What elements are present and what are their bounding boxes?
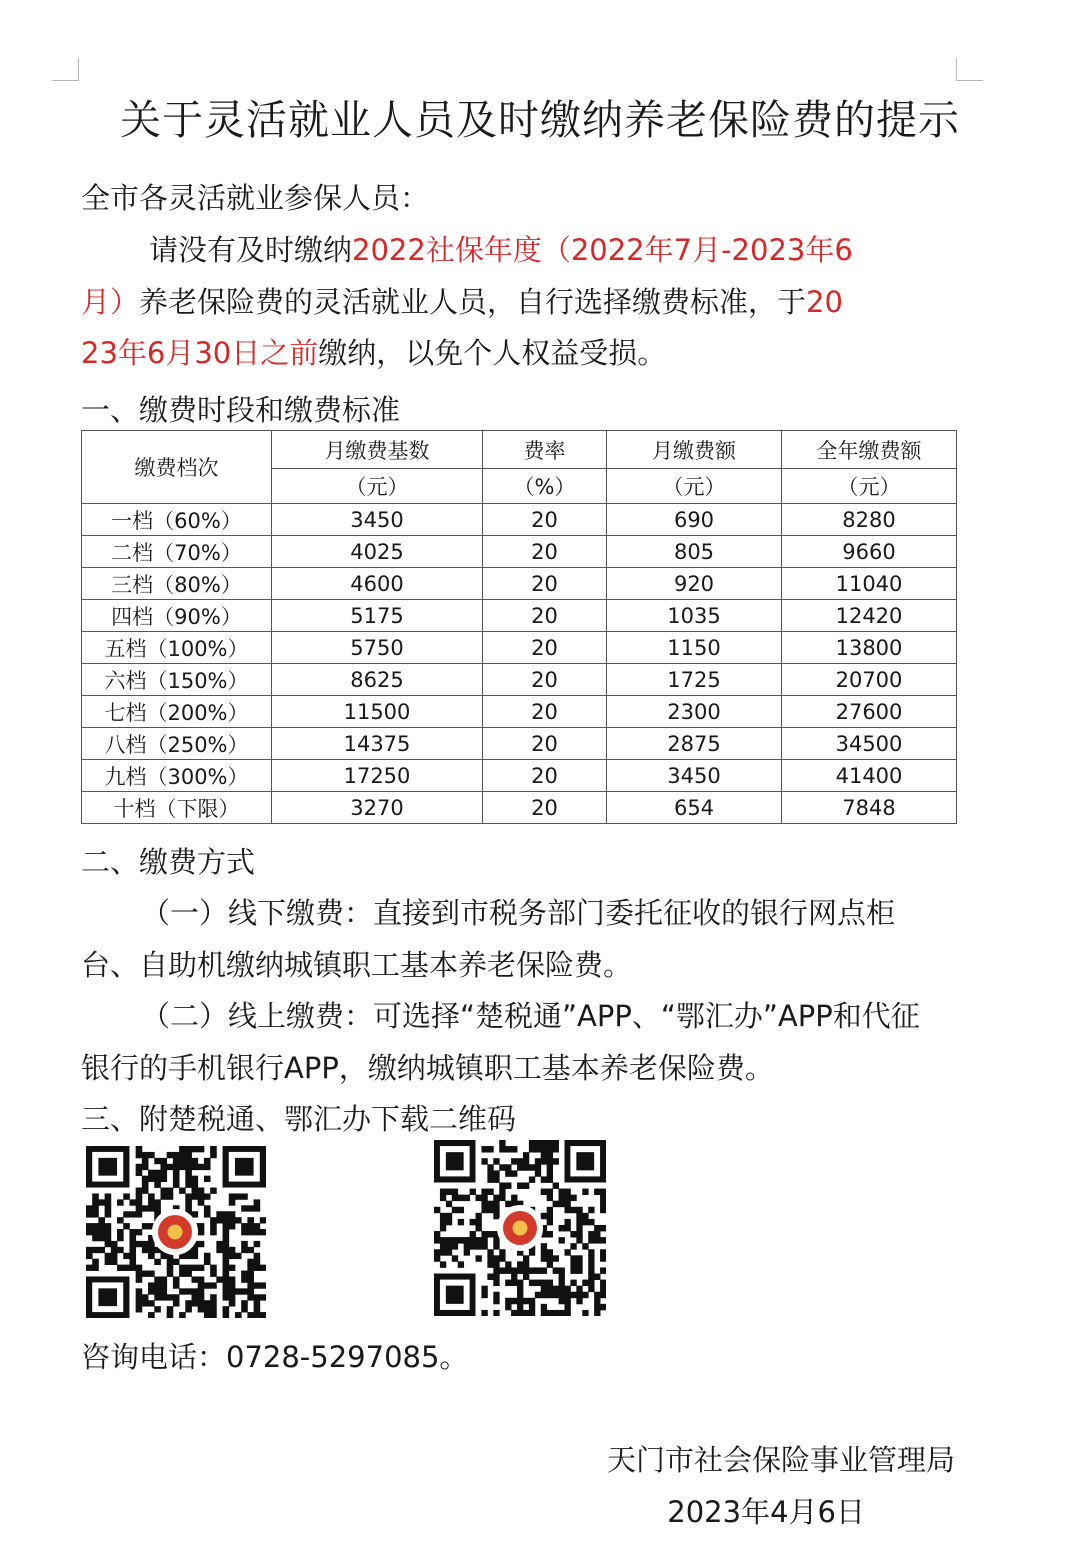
cell-tier: 五档（100%）: [82, 632, 272, 664]
cell-year: 13800: [782, 632, 957, 664]
cell-month: 1035: [607, 600, 782, 632]
unit-rate: （%）: [483, 469, 607, 504]
cell-tier: 三档（80%）: [82, 568, 272, 600]
cell-month: 2875: [607, 728, 782, 760]
salutation: 全市各灵活就业参保人员：: [81, 181, 430, 215]
intro-highlight: 月）: [81, 285, 140, 319]
cell-rate: 20: [483, 696, 607, 728]
cell-year: 27600: [782, 696, 957, 728]
cell-rate: 20: [483, 728, 607, 760]
cell-rate: 20: [483, 632, 607, 664]
cell-tier: 一档（60%）: [82, 504, 272, 536]
cell-base: 8625: [272, 664, 483, 696]
cell-month: 1150: [607, 632, 782, 664]
header-month: 月缴费额: [607, 431, 782, 469]
cell-year: 7848: [782, 792, 957, 824]
intro-line-1: [81, 230, 961, 270]
cell-base: 5175: [272, 600, 483, 632]
cell-year: 41400: [782, 760, 957, 792]
cell-tier: 十档（下限）: [82, 792, 272, 824]
table-row: [82, 792, 957, 824]
header-tier: 缴费档次: [82, 431, 272, 504]
cell-month: 920: [607, 568, 782, 600]
method-online-line-2: 银行的手机银行APP，缴纳城镇职工基本养老保险费。: [81, 1051, 774, 1085]
table-row: [82, 664, 957, 696]
consult-phone: 咨询电话：0728-5297085。: [81, 1340, 469, 1374]
cell-rate: 20: [483, 664, 607, 696]
section-heading-2: 二、缴费方式: [81, 845, 256, 879]
header-rate: 费率: [483, 431, 607, 469]
method-online-line-1: （二）线上缴费：可选择“楚税通”APP、“鄂汇办”APP和代征: [141, 999, 920, 1033]
cell-rate: 20: [483, 792, 607, 824]
cell-base: 3450: [272, 504, 483, 536]
intro-text: 缴纳，以免个人权益受损。: [318, 336, 667, 370]
intro-text: 养老保险费的灵活就业人员，自行选择缴费标准，于: [139, 285, 807, 319]
section-heading-1: 一、缴费时段和缴费标准: [81, 393, 401, 427]
tax-emblem-icon: [152, 1209, 198, 1255]
cell-base: 14375: [272, 728, 483, 760]
table-row: [82, 696, 957, 728]
cell-base: 17250: [272, 760, 483, 792]
cell-year: 8280: [782, 504, 957, 536]
ehuiban-emblem-icon: [497, 1205, 543, 1251]
issuer: 天门市社会保险事业管理局: [606, 1443, 955, 1477]
cell-tier: 八档（250%）: [82, 728, 272, 760]
table-row: [82, 728, 957, 760]
intro-text: 请没有及时缴纳: [149, 233, 353, 267]
cell-year: 11040: [782, 568, 957, 600]
table-row: [82, 632, 957, 664]
header-year: 全年缴费额: [782, 431, 957, 469]
cell-rate: 20: [483, 504, 607, 536]
cell-year: 20700: [782, 664, 957, 696]
cell-tier: 二档（70%）: [82, 536, 272, 568]
intro-highlight: 2022社保年度（2022年7月-2023年6: [352, 233, 853, 267]
header-base: 月缴费基数: [272, 431, 483, 469]
fee-table: [81, 430, 957, 824]
cell-month: 690: [607, 504, 782, 536]
table-row: [82, 600, 957, 632]
cell-tier: 七档（200%）: [82, 696, 272, 728]
section-heading-3: 三、附楚税通、鄂汇办下载二维码: [81, 1102, 517, 1136]
cell-base: 11500: [272, 696, 483, 728]
cell-rate: 20: [483, 600, 607, 632]
intro-line-3: [81, 333, 961, 373]
cell-month: 2300: [607, 696, 782, 728]
cell-tier: 六档（150%）: [82, 664, 272, 696]
cell-base: 4600: [272, 568, 483, 600]
document-title: 关于灵活就业人员及时缴纳养老保险费的提示: [120, 96, 960, 144]
table-row: [82, 536, 957, 568]
cell-year: 34500: [782, 728, 957, 760]
unit-base: （元）: [272, 469, 483, 504]
intro-line-2: [81, 282, 961, 322]
cell-rate: 20: [483, 568, 607, 600]
issue-date: 2023年4月6日: [667, 1495, 865, 1529]
cell-month: 654: [607, 792, 782, 824]
cell-month: 1725: [607, 664, 782, 696]
cell-base: 5750: [272, 632, 483, 664]
qr-code-ehuiban: [434, 1140, 606, 1316]
cell-base: 3270: [272, 792, 483, 824]
crop-mark-top-left: [52, 58, 79, 81]
cell-year: 12420: [782, 600, 957, 632]
cell-tier: 四档（90%）: [82, 600, 272, 632]
cell-rate: 20: [483, 760, 607, 792]
table-row: [82, 568, 957, 600]
cell-year: 9660: [782, 536, 957, 568]
unit-month: （元）: [607, 469, 782, 504]
unit-year: （元）: [782, 469, 957, 504]
crop-mark-top-right: [956, 58, 983, 81]
qr-code-chushuitong: [86, 1146, 266, 1318]
cell-tier: 九档（300%）: [82, 760, 272, 792]
method-offline-line-2: 台、自助机缴纳城镇职工基本养老保险费。: [81, 948, 633, 982]
intro-highlight: 23年6月30日之前: [81, 336, 319, 370]
method-offline-line-1: （一）线下缴费：直接到市税务部门委托征收的银行网点柜: [141, 896, 896, 930]
intro-highlight: 20: [806, 285, 843, 319]
cell-month: 3450: [607, 760, 782, 792]
cell-month: 805: [607, 536, 782, 568]
table-row: [82, 504, 957, 536]
table-row: [82, 760, 957, 792]
cell-base: 4025: [272, 536, 483, 568]
cell-rate: 20: [483, 536, 607, 568]
